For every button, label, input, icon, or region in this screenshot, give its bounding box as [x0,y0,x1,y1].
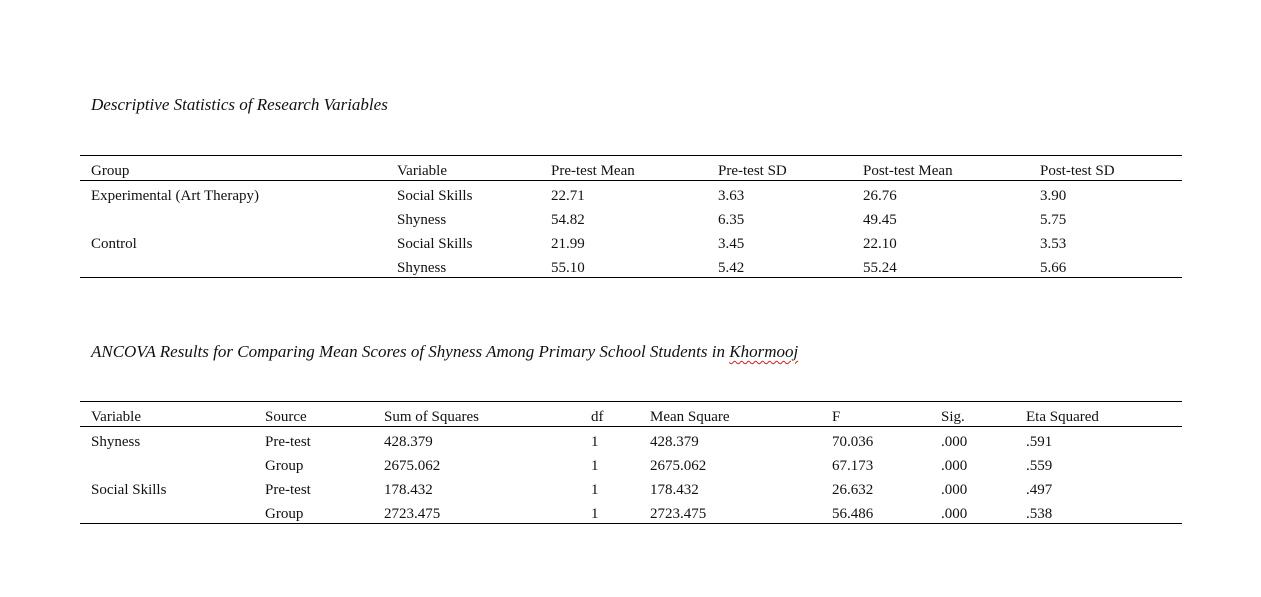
table1-cell: 55.24 [863,260,897,276]
table1-cell: 3.53 [1040,236,1067,252]
table2-cell: 1 [591,434,599,450]
table2-header-cell: Source [265,409,307,425]
table2-cell: .591 [1026,434,1053,450]
table2-cell: .000 [941,458,968,474]
table2-cell: .000 [941,482,968,498]
table2-rule-2 [80,523,1182,524]
table1-cell: 3.63 [718,188,745,204]
table2-cell: 2723.475 [384,506,441,522]
table1-cell: Social Skills [397,188,473,204]
table1-cell: Experimental (Art Therapy) [91,188,259,204]
table2-cell: Pre-test [265,434,311,450]
table2-cell: .538 [1026,506,1053,522]
table2-cell: 70.036 [832,434,874,450]
table1-cell: 5.75 [1040,212,1067,228]
table1-cell: 22.71 [551,188,585,204]
table2-header-cell: Mean Square [650,409,730,425]
table2-cell: 26.632 [832,482,874,498]
descriptive-statistics-table [80,155,1182,280]
table1-cell: 3.45 [718,236,745,252]
table2-header-cell: Eta Squared [1026,409,1099,425]
table1-cell: 3.90 [1040,188,1067,204]
table1-header-cell: Pre-test Mean [551,163,635,179]
table1-cell: 5.42 [718,260,745,276]
table2-cell: 2675.062 [384,458,441,474]
table2-caption-text: ANCOVA Results for Comparing Mean Scores of Shyness Among Primary School Students in [91,342,730,361]
table2-header-cell: Sum of Squares [384,409,479,425]
table2-cell: Social Skills [91,482,167,498]
table2-cell: Group [265,506,304,522]
table2-cell: .497 [1026,482,1053,498]
table1-cell: 49.45 [863,212,897,228]
table2-cell: .559 [1026,458,1053,474]
table2-cell: 1 [591,482,599,498]
table2-rule-0 [80,401,1182,402]
table2-cell: Pre-test [265,482,311,498]
table1-header-cell: Post-test Mean [863,163,953,179]
table2-cell: 1 [591,458,599,474]
table2-cell: 67.173 [832,458,874,474]
table1-rule-0 [80,155,1182,156]
table2-cell: 178.432 [650,482,699,498]
table2-cell: 178.432 [384,482,433,498]
table1-rule-2 [80,277,1182,278]
table1-cell: 26.76 [863,188,897,204]
table2-cell: Shyness [91,434,141,450]
table2-rule-1 [80,426,1182,427]
table1-rule-1 [80,180,1182,181]
table2-header-cell: Sig. [941,409,965,425]
table2-cell: 1 [591,506,599,522]
table2-caption-place: Khormooj [729,342,799,361]
table1-header-cell: Pre-test SD [718,163,787,179]
table1-cell: 21.99 [551,236,585,252]
table1-cell: Shyness [397,260,447,276]
table1-cell: Social Skills [397,236,473,252]
table2-header-cell: Variable [91,409,141,425]
table2-cell: .000 [941,506,968,522]
table1-cell: 6.35 [718,212,745,228]
table1-cell: 22.10 [863,236,897,252]
table1-cell: 5.66 [1040,260,1067,276]
table2-header-cell: df [591,409,604,425]
table1-header-cell: Group [91,163,130,179]
table2-cell: 2675.062 [650,458,707,474]
table1-cell: 55.10 [551,260,585,276]
table2-cell: 428.379 [384,434,433,450]
table1-cell: 54.82 [551,212,585,228]
table2-cell: Group [265,458,304,474]
table1-header-cell: Post-test SD [1040,163,1115,179]
table1-caption: Descriptive Statistics of Research Variables [91,95,388,114]
table2-cell: 56.486 [832,506,874,522]
table2-caption [91,342,798,362]
table2-cell: .000 [941,434,968,450]
ancova-results-table [80,401,1182,526]
table2-cell: 2723.475 [650,506,707,522]
table1-cell: Control [91,236,137,252]
table2-cell: 428.379 [650,434,699,450]
table1-cell: Shyness [397,212,447,228]
table2-header-cell: F [832,409,841,425]
table1-header-cell: Variable [397,163,447,179]
